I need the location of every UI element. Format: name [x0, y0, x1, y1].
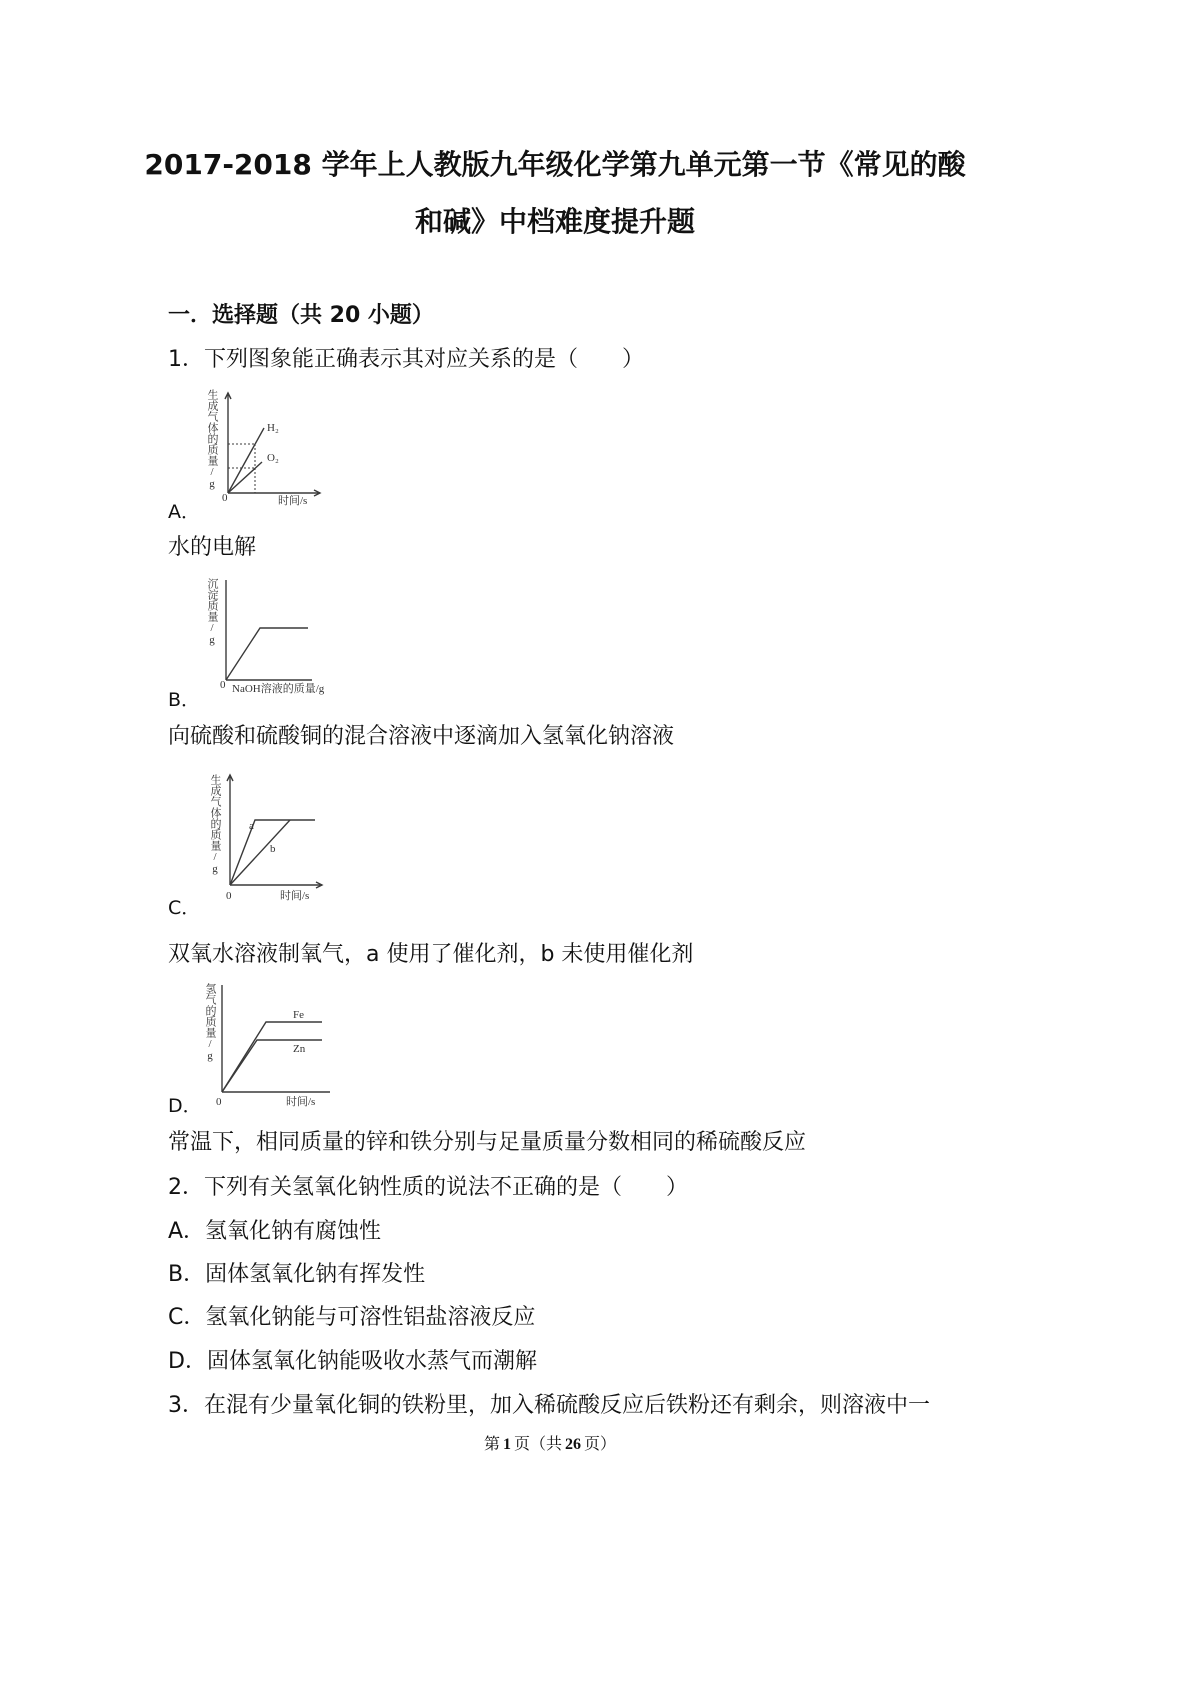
option-a-caption: 水的电解 [168, 535, 257, 560]
question-2-option-a: A．氢氧化钠有腐蚀性 [168, 1219, 382, 1244]
figure-c-catalyst-graph [200, 770, 350, 905]
footer-total-pages: 26 [565, 1436, 582, 1453]
question-1-stem: 1．下列图象能正确表示其对应关系的是（ ） [168, 347, 644, 372]
question-2-option-c: C．氢氧化钠能与可溶性铝盐溶液反应 [168, 1305, 536, 1330]
question-2-stem: 2．下列有关氢氧化钠性质的说法不正确的是（ ） [168, 1175, 688, 1200]
section-heading: 一．选择题（共 20 小题） [168, 303, 434, 328]
figure-c-line-label-a: a [249, 820, 254, 832]
question-3-stem: 3．在混有少量氧化铜的铁粉里，加入稀硫酸反应后铁粉还有剩余，则溶液中一 [168, 1393, 930, 1418]
figure-a-line-label-o2: O₂ [267, 452, 279, 464]
figure-d-hydrogen-graph [196, 980, 346, 1112]
figure-a-y-axis-label: 生成气体的质量/g [206, 389, 218, 490]
option-c-caption: 双氧水溶液制氧气，a 使用了催化剂，b 未使用催化剂 [168, 942, 694, 967]
zn-line [222, 1040, 322, 1092]
figure-a-origin: 0 [222, 492, 228, 504]
line-b [230, 820, 290, 885]
figure-c-y-axis-label: 生成气体的质量/g [209, 774, 221, 875]
question-2-option-b: B．固体氢氧化钠有挥发性 [168, 1262, 426, 1287]
figure-d-plot [196, 980, 346, 1112]
fe-line [222, 1022, 322, 1092]
document-title-line-1: 2017-2018 学年上人教版九年级化学第九单元第一节《常见的酸 [144, 148, 966, 181]
figure-c-origin: 0 [226, 890, 232, 902]
figure-d-y-axis-label: 氢气的质量/g [204, 983, 216, 1062]
question-2-option-d: D．固体氢氧化钠能吸收水蒸气而潮解 [168, 1349, 537, 1374]
h2-line [228, 428, 264, 493]
figure-c-line-label-b: b [270, 843, 276, 855]
figure-d-line-label-zn: Zn [293, 1043, 306, 1055]
footer-page-number: 1 [502, 1436, 511, 1453]
footer-middle: 页（共 [513, 1436, 563, 1453]
figure-b-precipitate-graph [200, 572, 360, 702]
figure-c-plot [200, 770, 350, 905]
option-a-label: A． [168, 501, 200, 523]
document-title-line-2: 和碱》中档难度提升题 [414, 205, 696, 238]
footer-prefix: 第 [483, 1436, 500, 1453]
figure-a-line-label-h2: H₂ [267, 422, 279, 434]
footer-suffix: 页） [584, 1436, 617, 1453]
figure-a-x-axis-label: 时间/s [278, 495, 308, 507]
figure-b-x-axis-label: NaOH溶液的质量/g [232, 683, 325, 695]
figure-d-line-label-fe: Fe [293, 1009, 304, 1021]
o2-line [228, 462, 262, 493]
option-c-label: C． [168, 897, 201, 919]
option-b-caption: 向硫酸和硫酸铜的混合溶液中逐滴加入氢氧化钠溶液 [168, 724, 675, 749]
precipitate-line [226, 628, 308, 680]
figure-d-x-axis-label: 时间/s [286, 1096, 316, 1108]
option-d-caption: 常温下，相同质量的锌和铁分别与足量质量分数相同的稀硫酸反应 [168, 1130, 807, 1155]
figure-a-electrolysis-graph [200, 383, 350, 513]
figure-b-origin: 0 [220, 679, 226, 691]
figure-c-x-axis-label: 时间/s [280, 890, 310, 902]
figure-d-origin: 0 [216, 1096, 222, 1108]
page-footer [484, 1435, 616, 1455]
figure-b-y-axis-label: 沉淀质量/g [206, 578, 218, 646]
option-d-label: D． [168, 1095, 202, 1117]
option-b-label: B． [168, 689, 201, 711]
